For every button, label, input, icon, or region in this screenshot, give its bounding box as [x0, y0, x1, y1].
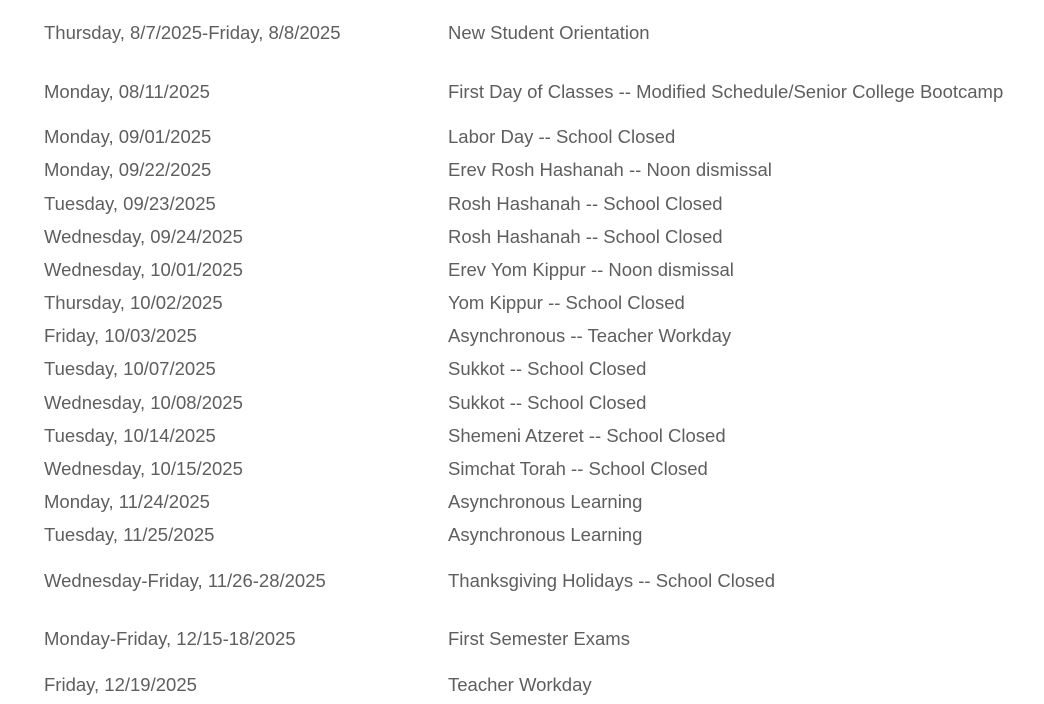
calendar-row — [0, 357, 1044, 381]
calendar-row — [0, 225, 1044, 249]
calendar-row — [0, 324, 1044, 348]
row-date: Monday-Friday, 12/15-18/2025 — [44, 628, 296, 649]
calendar-row — [0, 192, 1044, 216]
row-event: Thanksgiving Holidays -- School Closed — [448, 570, 775, 591]
row-date: Monday, 09/22/2025 — [44, 159, 212, 180]
row-date: Tuesday, 09/23/2025 — [44, 193, 216, 214]
row-date: Monday, 08/11/2025 — [44, 81, 210, 102]
row-event: Simchat Torah -- School Closed — [448, 458, 708, 479]
row-date: Wednesday, 09/24/2025 — [44, 226, 243, 247]
row-event: Erev Rosh Hashanah -- Noon dismissal — [448, 159, 772, 180]
row-date: Friday, 12/19/2025 — [44, 674, 197, 695]
row-event: Sukkot -- School Closed — [448, 358, 647, 379]
calendar-row — [0, 490, 1044, 514]
row-date: Wednesday, 10/01/2025 — [44, 259, 243, 280]
row-date: Monday, 09/01/2025 — [44, 126, 212, 147]
row-event: Erev Yom Kippur -- Noon dismissal — [448, 259, 734, 280]
row-event: Rosh Hashanah -- School Closed — [448, 193, 723, 214]
calendar-row — [0, 457, 1044, 481]
row-event: Labor Day -- School Closed — [448, 126, 676, 147]
row-date: Monday, 11/24/2025 — [44, 491, 210, 512]
row-date: Tuesday, 11/25/2025 — [44, 524, 215, 545]
calendar-row — [0, 258, 1044, 282]
row-date: Tuesday, 10/07/2025 — [44, 358, 216, 379]
row-event: Yom Kippur -- School Closed — [448, 292, 685, 313]
row-date: Friday, 10/03/2025 — [44, 325, 197, 346]
calendar-row — [0, 291, 1044, 315]
calendar-row — [0, 424, 1044, 448]
calendar-row — [0, 125, 1044, 149]
row-date: Thursday, 10/02/2025 — [44, 292, 223, 313]
calendar-row — [0, 158, 1044, 182]
calendar-row — [0, 21, 1044, 45]
row-event: Rosh Hashanah -- School Closed — [448, 226, 723, 247]
row-event: First Semester Exams — [448, 628, 630, 649]
calendar-row — [0, 569, 1044, 593]
row-event: First Day of Classes -- Modified Schedule/Senior College Bootcamp — [448, 81, 1004, 102]
calendar-row — [0, 523, 1044, 547]
calendar-row — [0, 627, 1044, 651]
row-event: Asynchronous Learning — [448, 491, 643, 512]
row-event: Sukkot -- School Closed — [448, 392, 647, 413]
calendar-row — [0, 673, 1044, 697]
row-event: Teacher Workday — [448, 674, 592, 695]
row-event: New Student Orientation — [448, 22, 650, 43]
calendar-row — [0, 80, 1044, 104]
row-date: Tuesday, 10/14/2025 — [44, 425, 216, 446]
row-event: Asynchronous Learning — [448, 524, 643, 545]
row-date: Thursday, 8/7/2025-Friday, 8/8/2025 — [44, 22, 341, 43]
row-event: Shemeni Atzeret -- School Closed — [448, 425, 726, 446]
row-event: Asynchronous -- Teacher Workday — [448, 325, 732, 346]
calendar-row — [0, 391, 1044, 415]
row-date: Wednesday, 10/08/2025 — [44, 392, 243, 413]
row-date: Wednesday-Friday, 11/26-28/2025 — [44, 570, 326, 591]
row-date: Wednesday, 10/15/2025 — [44, 458, 243, 479]
